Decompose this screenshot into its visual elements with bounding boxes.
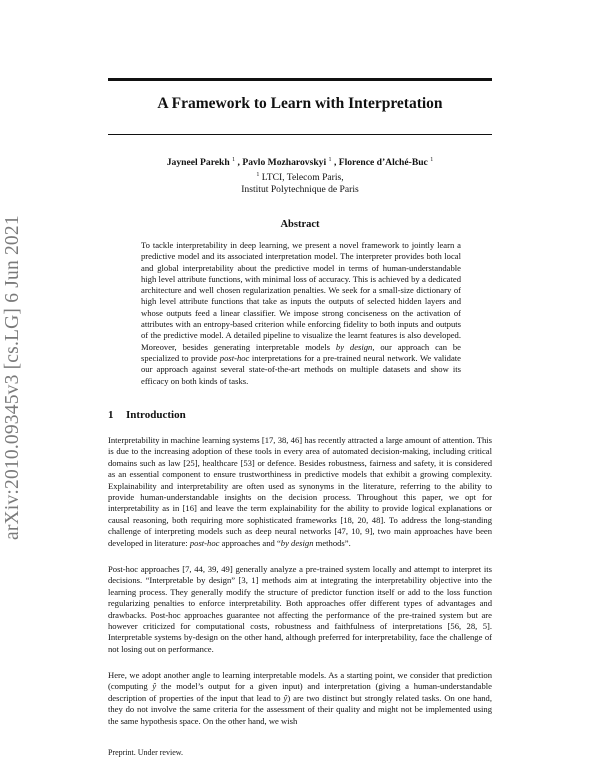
intro-paragraph-2: Post-hoc approaches [7, 44, 39, 49] generally analyze a pre-trained system locally and attempt to interpret its decisions. “Interpretable by design” [3, 1] methods aim at integrating the interpretability objective into the learning process. They generally modify the structure of predictor function itself or add to the loss function regularizing penalties to enforce interpretability. Both approaches offer different types of advantages and drawbacks. Post-hoc approaches guarantee not affecting the performance of the pre-trained system but are however criticized for computational costs, robustness and faithfulness of interpretations [56, 28, 5]. Interpretable systems by-design on the other hand, although preferred for interpretability, face the challenge of not losing out on performance. (108, 564, 492, 654)
intro-paragraph-3: Here, we adopt another angle to learning interpretable models. As a starting point, we consider that prediction (computing ŷ the model’s output for a given input) and interpretation (giving a human-understandable description of properties of the input that lead to ŷ) are two distinct but strongly related tasks. On one hand, they do not involve the same criteria for the assessment of their quality and might not be implemented using the same hypothesis space. On the other hand, we wish (108, 670, 492, 726)
title-rule-top (108, 78, 492, 81)
author-3: Florence d’Alché-Buc (338, 157, 428, 169)
intro-paragraph-1: Interpretability in machine learning systems [17, 38, 46] has recently attracted a large amount of attention. This is due to the increasing adoption of these tools in every area of automated decision-making, including critical domains such as law [25], healthcare [53] or defence. Besides robustness, fairness and safety, it is considered as an essential component to ensure trustworthiness in predictive models that exhibit a growing complexity. Explainability and interpretability are often used as synonyms in the literature, referring to the ability to provide human-understandable insights on the decision process. Throughout this paper, we opt for interpretability as in [16] and leave the term explainability for the ability to provide logical explanations or causal reasoning, both requiring more sophisticated frameworks [18, 20, 48]. To address the long-standing challenge of interpreting models such as deep neural networks [47, 10, 9], two main approaches have been developed in literature: post-hoc approaches and “by design methods”. (108, 435, 492, 548)
arxiv-stamp: arXiv:2010.09345v3 [cs.LG] 6 Jun 2021 (2, 215, 23, 541)
affiliation-mark: 1 (256, 172, 260, 179)
paper-title: A Framework to Learn with Interpretation (157, 95, 443, 112)
author-names (108, 154, 492, 169)
author-separator: , (333, 157, 339, 169)
preprint-footer: Preprint. Under review. (108, 748, 184, 757)
author-3-mark: 1 (430, 157, 434, 163)
author-2: Pavlo Mozharovskyi (242, 157, 327, 169)
author-1: Jayneel Parekh (166, 157, 230, 169)
section-number: 1 (108, 409, 114, 421)
affiliation-line-2: Institut Polytechnique de Paris (241, 184, 359, 196)
section-heading-introduction (108, 409, 186, 421)
abstract-heading: Abstract (280, 219, 320, 230)
affiliation-line-1: $^1$ LTCI, Telecom Paris, (256, 172, 344, 184)
title-rule-bottom (108, 134, 492, 135)
author-block (108, 154, 492, 196)
section-title: Introduction (126, 409, 186, 421)
author-2-mark: 1 (328, 157, 332, 163)
author-separator: , (237, 157, 243, 169)
author-1-mark: 1 (232, 157, 236, 163)
abstract-text: To tackle interpretability in deep learning, we present a novel framework to jointly learn a predictive model and its associated interpretation model. The interpreter provides both local and global interpretability about the predictive model in terms of human-understandable high level attribute functions, with minimal loss of accuracy. This is achieved by a dedicated architecture and well chosen regularization penalties. We seek for a small-size dictionary of high level attribute functions that take as inputs the outputs of selected hidden layers and whose outputs feed a linear classifier. We impose strong conciseness on the activation of attributes with an entropy-based criterion while enforcing fidelity to both inputs and outputs of the predictive model. A detailed pipeline to visualize the learnt features is also developed. Moreover, besides generating interpretable models by design, our approach can be specialized to provide post-hoc interpretations for a pre-trained neural network. We validate our approach against several state-of-the-art methods on multiple datasets and show its efficacy on both kinds of tasks. (141, 240, 461, 386)
